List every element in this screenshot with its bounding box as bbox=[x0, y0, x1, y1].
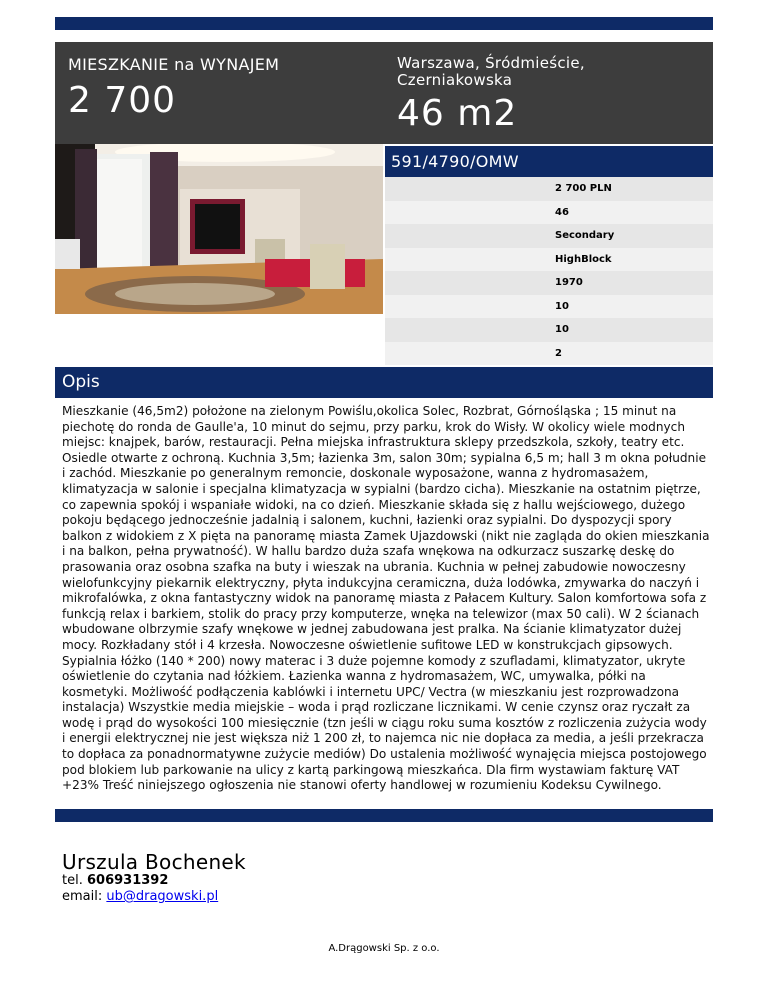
param-floor: 10 bbox=[385, 295, 713, 319]
reference-number: 591/4790/OMW bbox=[385, 146, 713, 177]
tel-label: tel. bbox=[62, 873, 83, 888]
bottom-accent-bar bbox=[55, 809, 713, 822]
company-footer: A.Drągowski Sp. z o.o. bbox=[328, 943, 440, 954]
header-right bbox=[397, 55, 697, 134]
tel-number: 606931392 bbox=[86, 873, 169, 888]
header-left bbox=[68, 55, 378, 121]
top-accent-bar bbox=[55, 17, 713, 30]
apartment-photo bbox=[55, 144, 383, 314]
agent-email bbox=[62, 889, 218, 904]
offer-type: MIESZKANIE na WYNAJEM bbox=[68, 55, 280, 74]
location: Warszawa, Śródmieście, Czerniakowska bbox=[397, 54, 585, 89]
email-label: email: bbox=[62, 889, 103, 904]
price: 2 700 bbox=[68, 80, 177, 121]
description-heading: Opis bbox=[55, 367, 713, 398]
description-text: Mieszkanie (46,5m2) położone na zielonym Powiślu,okolica Solec, Rozbrat, Górnośląska ; 15 minut na piechotę do ronda de Gaulle'a, 10 minut do sejmu, przy parku, krok do Wisły. W okolicy wiele modnych miejsc: knajpek, barów, restauracji. Pełna miejska infrastruktura sklepy przedszkola, szkoły, teatry etc. Osiedle otwarte z ochroną. Kuchnia 3,5m; łazienka 3m, salon 30m; sypialna 6,5 m; hall 3 m okna południe i zachód. Mieszkanie po generalnym remoncie, doskonale wyposażone, wanna z hydromasażem, klimatyzacja w salonie i specjalna klimatyzacja w sypialni (bardzo cicha). Mieszkanie na ostatnim piętrze, co zapewnia spokój i wspaniałe widoki, na co dzień. Mieszkanie składa się z hallu wejściowego, dużego pokoju będącego jednocześnie jadalnią i salonem, kuchni, łazienki oraz sypialni. Do dyspozycji spory balkon z widokiem z X pięta na panoramę miasta Zamek Ujazdowski (nikt nie zagląda do okien mieszkania i na balkon, pełna prywatność). W hallu bardzo duża szafa wnękowa na odkurzacz suszarkę deskę do prasowania oraz osobna szafka na buty i wieszak na ubrania. Kuchnia w pełnej zabudowie nowoczesny wielofunkcyjny piekarnik elektryczny, płyta indukcyjna ceramiczna, duża lodówka, zmywarka do naczyń i mikrofalówka, z okna fantastyczny widok na panoramę miasta z Pałacem Kultury. Salon komfortowa sofa z funkcją relax i barkiem, stolik do pracy przy komputerze, wnęka na telewizor (max 50 cali). W 2 ścianach wbudowane olbrzymie szafy wnękowe w jednej zabudowana jest pralka. Na ścianie klimatyzator dużej mocy. Rozkładany stół i 4 krzesła. Nowoczesne oświetlenie sufitowe LED w konstrukcjach gipsowych. Sypialnia łóżko (140 * 200) nowy materac i 3 duże pojemne komody z szufladami, klimatyzator, ukryte oświetlenie do czytania nad łóżkiem. Łazienka wanna z hydromasażem, WC, umywalka, półki na kosmetyki. Możliwość podłączenia kablówki i internetu UPC/ Vectra (w mieszkaniu jest rozprowadzona instalacja) Wszystkie media miejskie – woda i prąd rozliczane licznikami. W cenie czynsz oraz ryczałt za wodę i prąd do wysokości 100 miesięcznie (tzn jeśli w ciągu roku suma kosztów z rozliczenia zużycia wody i energii elektrycznej nie jest większa niż 1 200 zł, to najemca nic nie dopłaca za media, a jeśli przekracza to dopłaca za ponadnormatywne zużycie mediów) Do ustalenia możliwość wynajęcia miejsca postojowego pod blokiem lub parkowanie na ulicy z kartą parkingową mieszkańca. Dla firm wystawiam fakturę VAT +23% Treść niniejszego ogłoszenia nie stanowi oferty handlowej w rozumieniu Kodeksu Cywilnego. bbox=[62, 404, 710, 793]
param-price: 2 700 PLN bbox=[385, 177, 713, 201]
email-link[interactable]: ub@dragowski.pl bbox=[106, 889, 219, 904]
agent-phone bbox=[62, 873, 168, 888]
param-area: 46 bbox=[385, 201, 713, 225]
param-building-type: HighBlock bbox=[385, 248, 713, 272]
agent-name: Urszula Bochenek bbox=[62, 850, 246, 874]
param-floors-total: 10 bbox=[385, 318, 713, 342]
params-table bbox=[385, 177, 713, 365]
area: 46 m2 bbox=[397, 93, 518, 134]
listing-header bbox=[55, 42, 713, 144]
param-market: Secondary bbox=[385, 224, 713, 248]
param-rooms: 2 bbox=[385, 342, 713, 366]
param-year: 1970 bbox=[385, 271, 713, 295]
